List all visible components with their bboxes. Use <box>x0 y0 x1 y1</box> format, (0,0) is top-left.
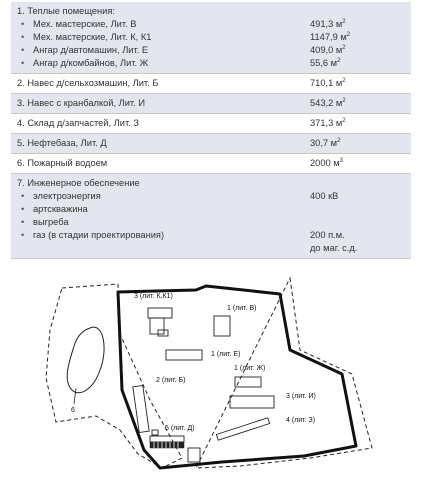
sub-item: • Ангар д/автомашин, Лит. Е <box>17 44 306 57</box>
utility-value: 200 п.м. <box>310 230 345 240</box>
sub-item: • Мех. мастерские, Лит. В <box>17 18 306 31</box>
row-title: 2. Навес д/сельхозмашин, Лит. Б <box>17 78 159 88</box>
building-z <box>216 418 269 440</box>
table-row <box>11 74 411 94</box>
building-small <box>152 430 158 435</box>
table-row <box>11 134 411 154</box>
sub-item: • Мех. мастерские, Лит. К, К1 <box>17 31 306 44</box>
label-pond: 6 <box>71 407 75 414</box>
label-k: 3 (лит. К,К1) <box>134 293 173 300</box>
utility-value: до маг. с.д. <box>310 243 358 253</box>
area-value: 30,7 $м^2$ <box>310 137 341 148</box>
area-value: 543,2 $м^2$ <box>310 97 346 108</box>
label-e: 1 (лит. Е) <box>211 351 241 358</box>
building-v <box>214 316 230 336</box>
building-zh <box>235 377 261 387</box>
building-e <box>166 350 202 360</box>
outer-boundary <box>46 284 182 468</box>
table-row <box>11 174 411 259</box>
label-v: 1 (лит. В) <box>227 305 257 312</box>
label-i: 3 (лит. И) <box>286 393 316 400</box>
label-z: 4 (лит. З) <box>286 417 316 424</box>
building-i <box>230 396 274 408</box>
pond-leader <box>74 388 76 404</box>
area-value: 1147,9 $м^2$ <box>310 31 351 42</box>
table-row <box>11 154 411 174</box>
outer-boundary-right <box>196 278 372 468</box>
sub-item: • выгреба <box>17 216 306 229</box>
sub-item: • артскважина <box>17 203 306 216</box>
utility-value: 400 кВ <box>310 191 339 201</box>
label-b: 2 (лит. Б) <box>156 377 186 384</box>
row-title: 6. Пожарный водоем <box>17 158 108 168</box>
area-value: 409,0 $м^2$ <box>310 44 346 55</box>
table-row <box>11 114 411 134</box>
area-value: 55,6 $м^2$ <box>310 57 341 68</box>
sub-item: • газ (в стадии проектирования) <box>17 229 306 242</box>
area-value: 2000 $м^3$ <box>310 157 344 168</box>
row-title: 3. Навес с кранбалкой, Лит. И <box>17 98 146 108</box>
row-title: 1. Теплые помещения: <box>17 6 115 16</box>
row-title: 5. Нефтебаза, Лит. Д <box>17 138 107 148</box>
label-d: 5 (лит. Д) <box>165 425 195 432</box>
area-value: 371,3 $м^2$ <box>310 117 346 128</box>
building-d <box>150 436 184 448</box>
facilities-table <box>11 2 411 259</box>
building-k <box>148 308 172 336</box>
area-value: 710,1 $м^2$ <box>310 77 346 88</box>
table-row <box>11 2 411 74</box>
row-title: 7. Инженерное обеспечение <box>17 178 140 188</box>
gate-block <box>188 448 200 462</box>
row-title: 4. Склад д/запчастей, Лит. З <box>17 118 139 128</box>
fire-pond-shape <box>67 327 104 393</box>
sub-item: • Ангар д/комбайнов, Лит. Ж <box>17 57 306 70</box>
area-value: 491,3 $м^2$ <box>310 18 346 29</box>
site-plan <box>0 270 422 480</box>
table-row <box>11 94 411 114</box>
sub-item: • электроэнергия <box>17 190 306 203</box>
label-zh: 1 (лит. Ж) <box>234 365 266 372</box>
